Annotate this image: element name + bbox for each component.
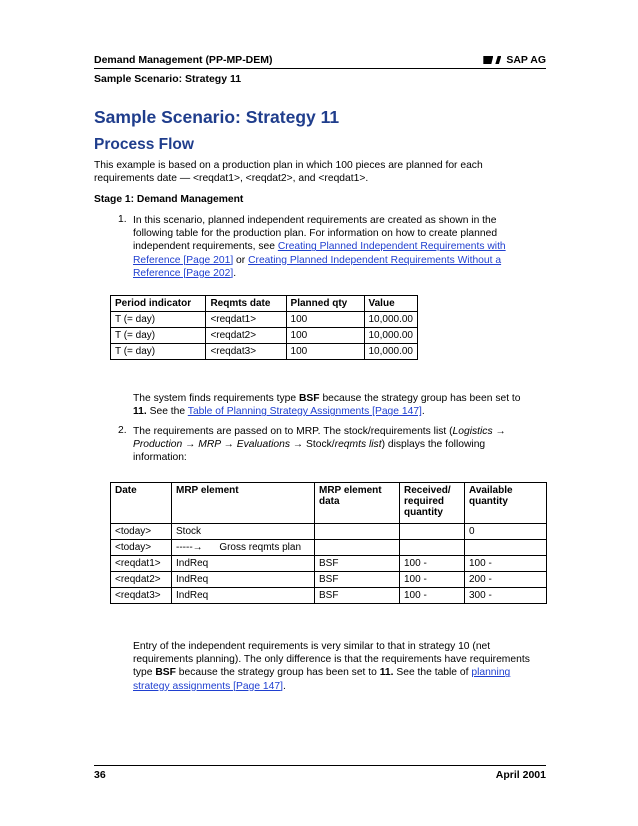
table-cell: 100 - — [400, 588, 465, 604]
column-header: Value — [364, 296, 418, 312]
header-rule — [94, 68, 546, 69]
note-bold: BSF — [298, 393, 320, 404]
publication-date: April 2001 — [495, 769, 546, 781]
table-cell: <today> — [111, 524, 172, 540]
footer-rule — [94, 765, 546, 766]
closing-text: . — [282, 680, 286, 692]
table-row — [111, 344, 418, 360]
table-cell: <reqdat1> — [206, 312, 286, 328]
table-header-row — [111, 483, 547, 524]
table-cell — [315, 524, 400, 540]
closing-paragraph — [133, 640, 533, 693]
table-cell — [400, 524, 465, 540]
planned-requirements-table — [110, 295, 418, 360]
link-create-with-reference[interactable]: Creating Planned Independent Requirements with Reference [Page 201] — [133, 241, 506, 266]
section-header: Sample Scenario: Strategy 11 — [94, 73, 242, 85]
section-title: Process Flow — [94, 136, 194, 153]
column-header: Period indicator — [111, 296, 206, 312]
table-cell: <reqdat3> — [206, 344, 286, 360]
table-cell: -----→ Gross reqmts plan — [172, 540, 315, 556]
table-row — [111, 556, 547, 572]
column-header: Date — [111, 483, 172, 524]
step-number-2: 2. — [118, 425, 127, 436]
stock-requirements-table — [110, 482, 547, 604]
table-row — [111, 540, 547, 556]
column-header: MRP element — [172, 483, 315, 524]
table-cell — [315, 540, 400, 556]
table-cell: <reqdat3> — [111, 588, 172, 604]
note-text: The system finds requirements type — [133, 393, 299, 404]
table-cell: 100 — [286, 344, 364, 360]
table-cell: 200 - — [465, 572, 547, 588]
step-1-paragraph — [133, 214, 523, 280]
intro-paragraph: This example is based on a production plan in which 100 pieces are planned for each requirements date — <reqdat1>, <reqdat2>, and <reqdat1>. — [94, 160, 483, 185]
table-cell: BSF — [315, 572, 400, 588]
menu-path-end: reqmts list — [334, 439, 382, 451]
company-brand — [483, 54, 546, 66]
table-cell: <today> — [111, 540, 172, 556]
table-cell: 10,000.00 — [364, 344, 418, 360]
table-cell: T (= day) — [111, 312, 206, 328]
table-cell: 10,000.00 — [364, 312, 418, 328]
column-header: Reqmts date — [206, 296, 286, 312]
table-cell — [400, 540, 465, 556]
step-2-text: ) displays the following information: — [133, 439, 486, 464]
column-header: MRP element data — [315, 483, 400, 524]
stage-heading: Stage 1: Demand Management — [94, 194, 244, 205]
table-cell: IndReq — [172, 588, 315, 604]
company-name: SAP AG — [506, 54, 546, 66]
link-strategy-assignments[interactable]: Table of Planning Strategy Assignments [Page 147] — [187, 406, 422, 418]
table-cell: 100 - — [400, 556, 465, 572]
table-header-row — [111, 296, 418, 312]
page-title: Sample Scenario: Strategy 11 — [94, 107, 340, 127]
strategy-note — [133, 392, 533, 418]
menu-path: Logistics → Production → MRP → Evaluations → — [133, 426, 506, 451]
table-cell: 0 — [465, 524, 547, 540]
step-1-mid: or — [233, 254, 249, 266]
step-number-1: 1. — [118, 214, 127, 225]
note-text: See the — [146, 406, 188, 418]
closing-bold: 11. — [379, 667, 394, 679]
note-bold: 11. — [133, 406, 147, 418]
table-cell: 100 - — [465, 556, 547, 572]
closing-text: See the table of — [393, 667, 472, 679]
step-1-end: . — [233, 267, 237, 279]
table-cell: 100 — [286, 328, 364, 344]
table-cell: 10,000.00 — [364, 328, 418, 344]
column-header: Received/ required quantity — [400, 483, 465, 524]
table-row — [111, 524, 547, 540]
table-cell: IndReq — [172, 556, 315, 572]
table-row — [111, 572, 547, 588]
table-row — [111, 312, 418, 328]
closing-text: Entry of the independent requirements is very similar to that in strategy 10 (net requirements planning). The only difference is that the requirements have requirements type — [133, 641, 530, 679]
sap-logo-icon — [483, 56, 493, 64]
step-1-text: In this scenario, planned independent requirements are created as shown in the following table for the production plan. For information on how to create planned independent requirements, see — [133, 215, 498, 253]
link-planning-strategy-assignments[interactable]: planning strategy assignments [Page 147] — [133, 667, 511, 692]
table-cell — [465, 540, 547, 556]
table-cell: 100 — [286, 312, 364, 328]
closing-bold: BSF — [155, 667, 176, 679]
step-2-paragraph — [133, 425, 523, 465]
table-cell: <reqdat1> — [111, 556, 172, 572]
table-cell: T (= day) — [111, 344, 206, 360]
closing-text: because the strategy group has been set to — [175, 667, 380, 679]
step-2-text: The requirements are passed on to MRP. The stock/requirements list ( — [133, 426, 453, 437]
table-cell: BSF — [315, 556, 400, 572]
table-cell: 100 - — [400, 572, 465, 588]
table-cell: Stock — [172, 524, 315, 540]
table-cell: 300 - — [465, 588, 547, 604]
note-text: because the strategy group has been set to — [319, 393, 521, 404]
sap-logo-mark-icon — [495, 56, 501, 64]
table-cell: IndReq — [172, 572, 315, 588]
table-cell: BSF — [315, 588, 400, 604]
table-cell: T (= day) — [111, 328, 206, 344]
column-header: Planned qty — [286, 296, 364, 312]
table-row — [111, 588, 547, 604]
table-cell: <reqdat2> — [111, 572, 172, 588]
table-cell: <reqdat2> — [206, 328, 286, 344]
table-row — [111, 328, 418, 344]
running-header — [94, 54, 546, 66]
link-create-without-reference[interactable]: Creating Planned Independent Requirements Without a Reference [Page 202] — [133, 254, 502, 279]
column-header: Available quantity — [465, 483, 547, 524]
note-text: . — [421, 406, 425, 418]
step-2-text: Stock/ — [303, 439, 335, 451]
page-number: 36 — [94, 769, 106, 781]
module-title: Demand Management (PP-MP-DEM) — [94, 54, 273, 66]
